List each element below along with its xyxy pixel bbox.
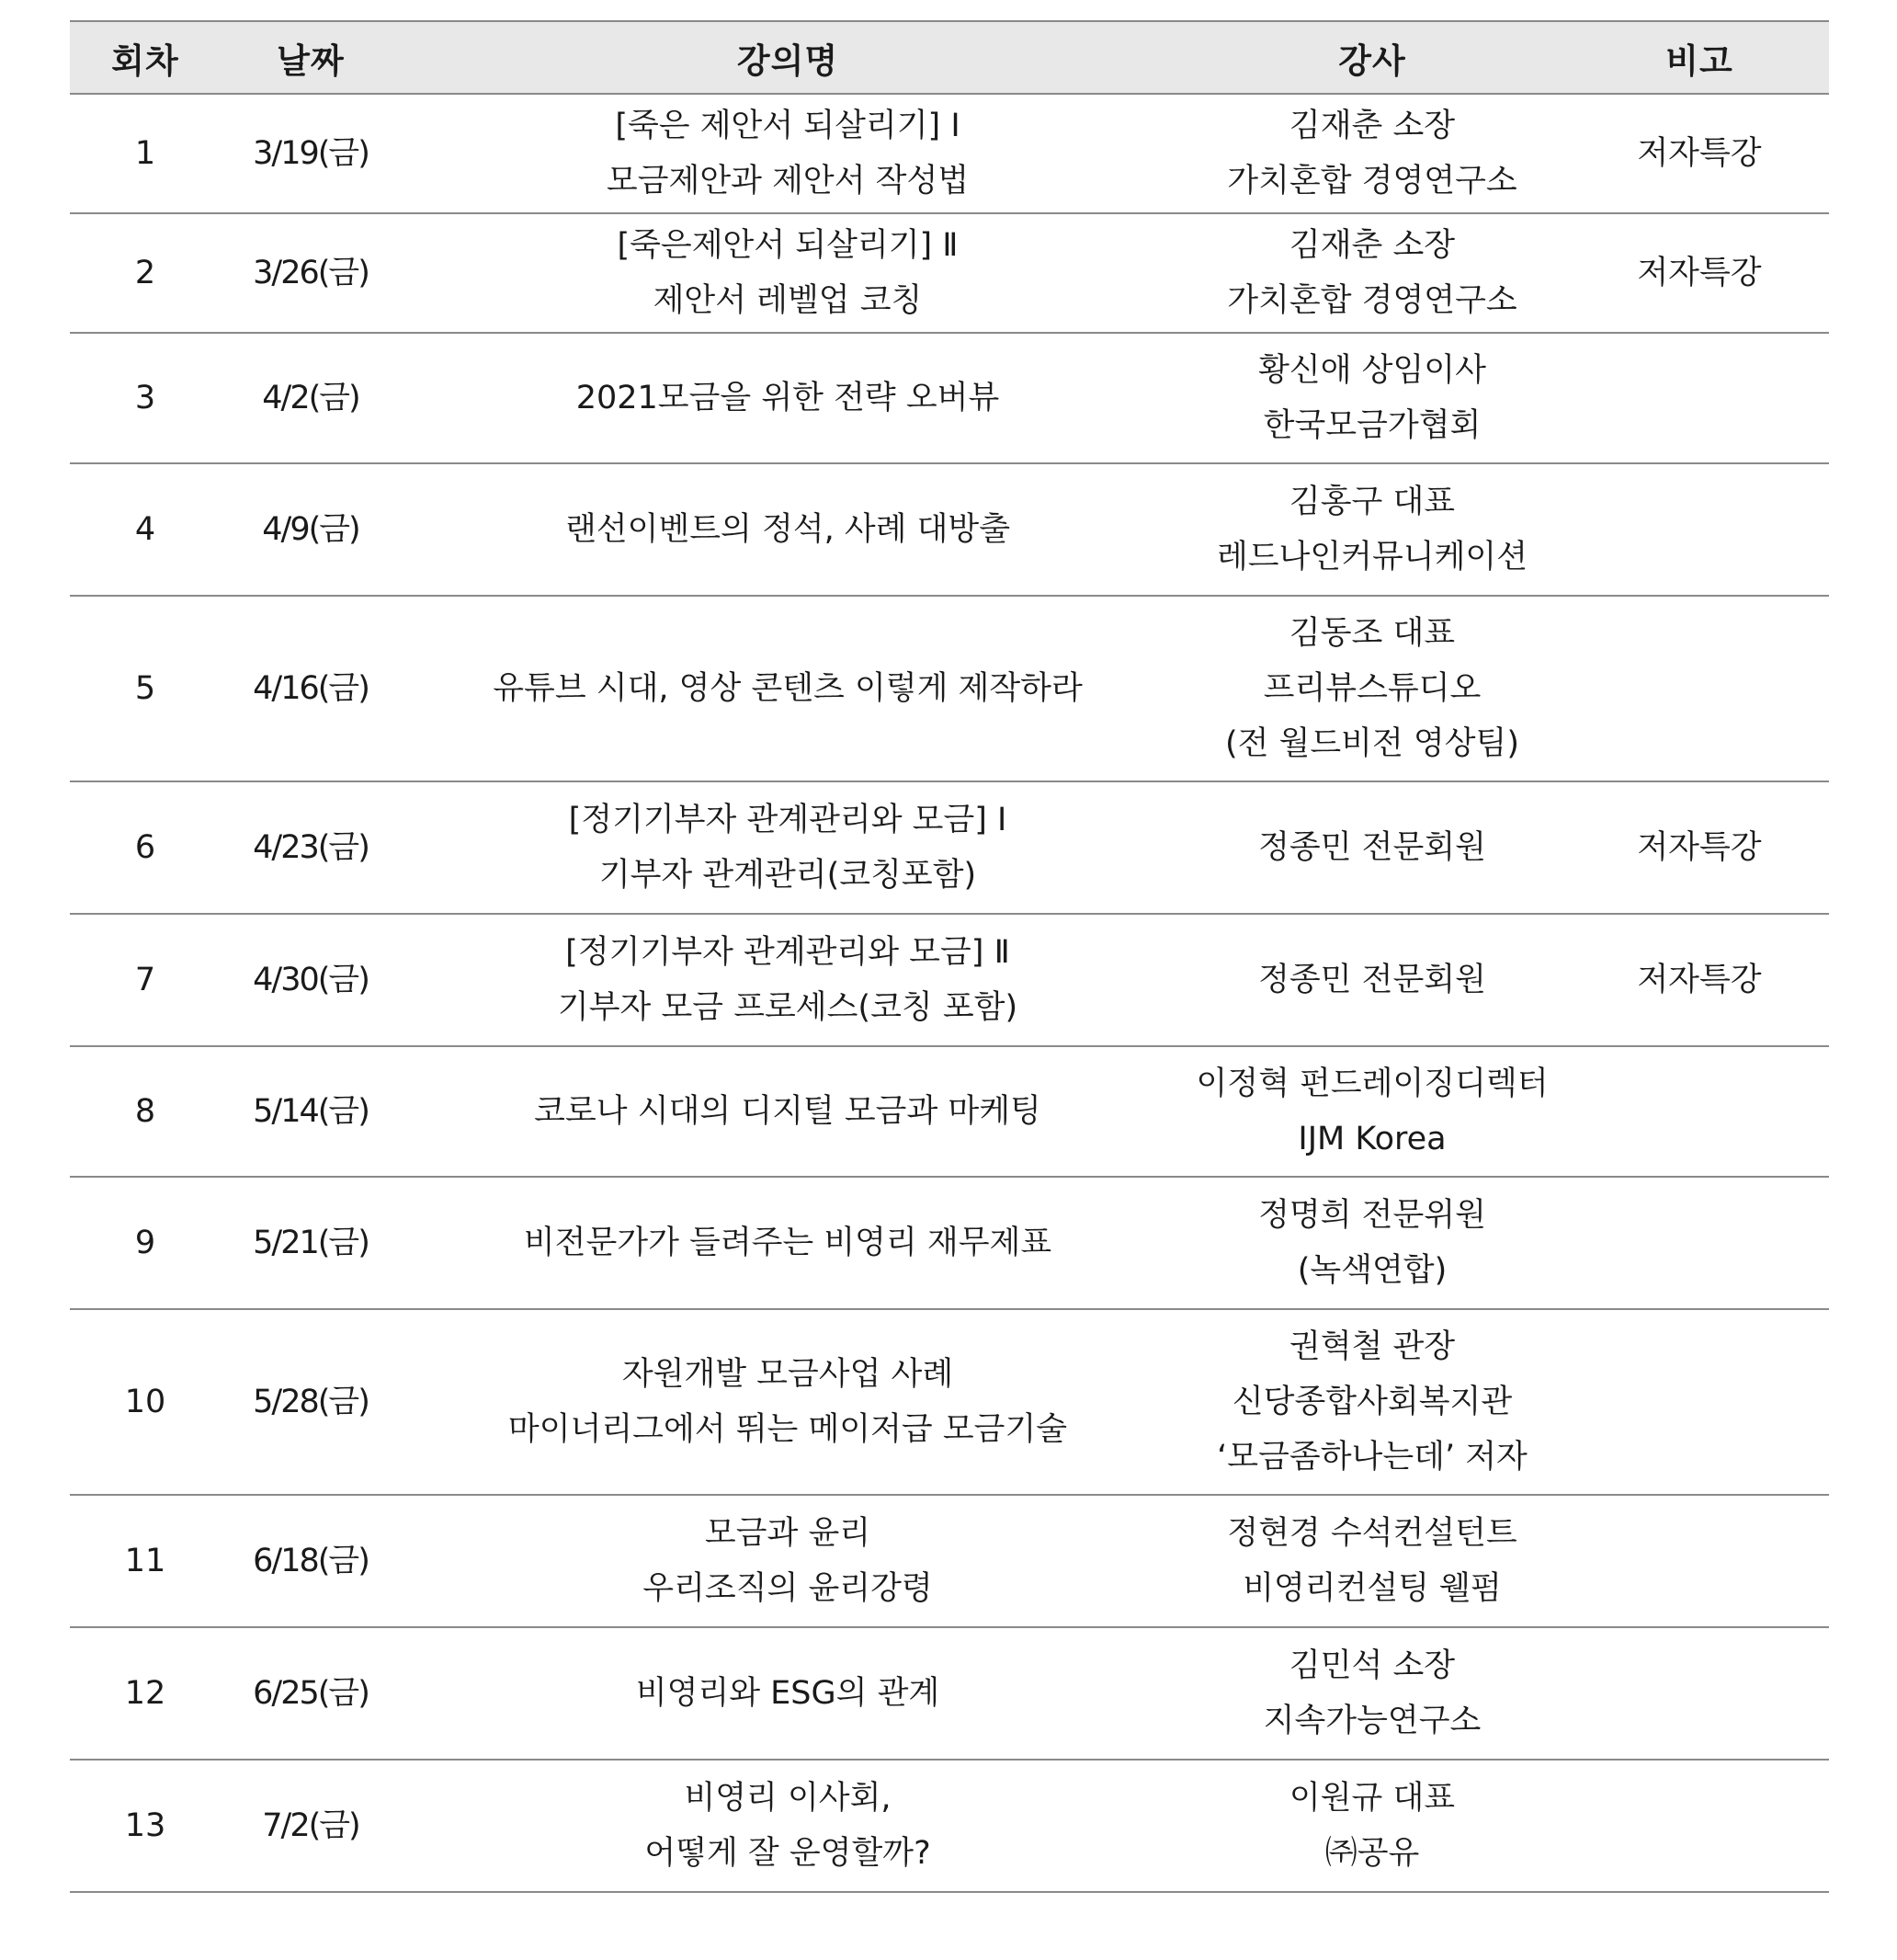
date-cell: 4/16(금)	[221, 596, 401, 781]
date-cell: 4/9(금)	[221, 463, 401, 596]
lecturer-line: 비영리컨설팅 웰펌	[1243, 1570, 1502, 1607]
lecturer-line: 가치혼합 경영연구소	[1227, 163, 1517, 199]
date-cell: 3/19(금)	[221, 94, 401, 213]
session-number-cell: 9	[70, 1177, 221, 1309]
session-number-cell: 4	[70, 463, 221, 596]
table-row	[70, 1495, 1829, 1627]
note-cell	[1570, 1760, 1829, 1892]
session-number-cell: 13	[70, 1760, 221, 1892]
lecture-title-cell	[401, 213, 1175, 333]
lecturer-line: ‘모금좀하나는데’ 저자	[1217, 1439, 1528, 1476]
lecturer-line: 프리뷰스튜디오	[1263, 670, 1482, 707]
session-number-cell: 12	[70, 1627, 221, 1760]
lecturer-cell	[1175, 463, 1570, 596]
lecture-title-line: 기부자 모금 프로세스(코칭 포함)	[557, 989, 1018, 1026]
lecture-title-line: 비영리 이사회,	[684, 1780, 892, 1817]
lecture-title-line: 마이너리그에서 뛰는 메이저급 모금기술	[507, 1411, 1068, 1448]
date-cell: 5/21(금)	[221, 1177, 401, 1309]
note-cell	[1570, 1046, 1829, 1177]
session-number-cell: 8	[70, 1046, 221, 1177]
lecturer-cell	[1175, 94, 1570, 213]
date-cell: 4/2(금)	[221, 333, 401, 463]
header-row	[70, 21, 1829, 94]
note-cell: 저자특강	[1570, 94, 1829, 213]
table-row	[70, 463, 1829, 596]
lecturer-line: IJM Korea	[1298, 1121, 1447, 1157]
table-header	[70, 21, 1829, 94]
lecture-title-cell	[401, 1046, 1175, 1177]
lecturer-line: 이원규 대표	[1289, 1780, 1456, 1817]
lecture-title-line: [죽은제안서 되살리기] Ⅱ	[617, 227, 959, 264]
lecturer-line: 레드나인커뮤니케이션	[1216, 539, 1528, 575]
header-note: 비고	[1570, 21, 1829, 94]
table-row	[70, 333, 1829, 463]
lecturer-line: 김동조 대표	[1289, 615, 1456, 652]
lecture-title-line: 제안서 레벨업 코칭	[653, 282, 923, 319]
header-lecturer: 강사	[1175, 21, 1570, 94]
lecturer-line: 황신애 상임이사	[1258, 352, 1486, 389]
lecturer-line: 김홍구 대표	[1289, 484, 1456, 520]
session-number-cell: 10	[70, 1309, 221, 1495]
table-row	[70, 1309, 1829, 1495]
lecturer-cell	[1175, 213, 1570, 333]
date-cell: 6/25(금)	[221, 1627, 401, 1760]
header-date: 날짜	[221, 21, 401, 94]
lecturer-line: ㈜공유	[1324, 1835, 1420, 1872]
table-row	[70, 1760, 1829, 1892]
lecturer-line: 정종민 전문회원	[1258, 962, 1486, 998]
lecturer-line: 권혁철 관장	[1289, 1328, 1456, 1365]
lecture-title-line: 2021모금을 위한 전략 오버뷰	[575, 380, 1000, 416]
date-cell: 6/18(금)	[221, 1495, 401, 1627]
lecturer-line: 정종민 전문회원	[1258, 829, 1486, 866]
table-row	[70, 914, 1829, 1046]
lecturer-cell	[1175, 1309, 1570, 1495]
lecturer-cell	[1175, 1495, 1570, 1627]
note-cell: 저자특강	[1570, 914, 1829, 1046]
session-number-cell: 5	[70, 596, 221, 781]
note-cell	[1570, 1627, 1829, 1760]
lecture-title-cell	[401, 1309, 1175, 1495]
table-row	[70, 781, 1829, 914]
lecture-title-line: [정기기부자 관계관리와 모금] Ⅱ	[565, 934, 1010, 971]
lecturer-line: 한국모금가협회	[1263, 407, 1482, 444]
lecture-title-line: 자원개발 모금사업 사례	[621, 1356, 954, 1393]
header-session: 회차	[70, 21, 221, 94]
lecture-title-cell	[401, 1177, 1175, 1309]
lecture-title-line: 기부자 관계관리(코칭포함)	[598, 857, 977, 894]
session-number-cell: 2	[70, 213, 221, 333]
lecturer-line: 김재춘 소장	[1289, 108, 1456, 144]
date-cell: 5/14(금)	[221, 1046, 401, 1177]
lecture-title-line: 모금과 윤리	[704, 1515, 871, 1552]
date-cell: 3/26(금)	[221, 213, 401, 333]
table-row	[70, 1046, 1829, 1177]
date-cell: 4/23(금)	[221, 781, 401, 914]
lecture-title-line: 어떻게 잘 운영할까?	[644, 1835, 931, 1872]
table-row	[70, 94, 1829, 213]
note-cell	[1570, 333, 1829, 463]
date-cell: 4/30(금)	[221, 914, 401, 1046]
note-cell	[1570, 596, 1829, 781]
session-number-cell: 3	[70, 333, 221, 463]
note-cell: 저자특강	[1570, 781, 1829, 914]
lecture-title-cell	[401, 94, 1175, 213]
table-row	[70, 1627, 1829, 1760]
table-body	[70, 94, 1829, 1892]
lecture-title-cell	[401, 596, 1175, 781]
lecturer-cell	[1175, 596, 1570, 781]
lecturer-line: 이정혁 펀드레이징디렉터	[1196, 1065, 1549, 1102]
lecturer-line: 정현경 수석컨설턴트	[1227, 1515, 1517, 1552]
note-cell	[1570, 1309, 1829, 1495]
session-number-cell: 1	[70, 94, 221, 213]
lecturer-line: (녹색연합)	[1297, 1252, 1448, 1289]
note-cell	[1570, 1495, 1829, 1627]
table-row	[70, 596, 1829, 781]
note-cell: 저자특강	[1570, 213, 1829, 333]
lecturer-cell	[1175, 1760, 1570, 1892]
lecture-title-cell	[401, 1495, 1175, 1627]
lecture-title-cell	[401, 1760, 1175, 1892]
lecturer-line: 김재춘 소장	[1289, 227, 1456, 264]
lecture-title-cell	[401, 914, 1175, 1046]
lecture-title-line: 모금제안과 제안서 작성법	[606, 163, 970, 199]
session-number-cell: 11	[70, 1495, 221, 1627]
lecture-title-line: 비영리와 ESG의 관계	[635, 1675, 940, 1712]
lecture-title-line: [죽은 제안서 되살리기] Ⅰ	[615, 108, 960, 144]
session-number-cell: 6	[70, 781, 221, 914]
lecturer-line: (전 월드비전 영상팀)	[1224, 725, 1520, 762]
lecturer-line: 김민석 소장	[1289, 1647, 1456, 1684]
lecturer-cell	[1175, 781, 1570, 914]
lecture-title-line: [정기기부자 관계관리와 모금] Ⅰ	[568, 802, 1007, 838]
table-row	[70, 1177, 1829, 1309]
lecturer-cell	[1175, 1046, 1570, 1177]
lecture-title-cell	[401, 333, 1175, 463]
lecture-title-line: 랜선이벤트의 정석, 사례 대방출	[564, 511, 1011, 548]
lecture-title-line: 유튜브 시대, 영상 콘텐츠 이렇게 제작하라	[493, 670, 1083, 707]
lecturer-line: 지속가능연구소	[1263, 1703, 1482, 1739]
lecture-title-cell	[401, 1627, 1175, 1760]
header-lecture-title: 강의명	[401, 21, 1175, 94]
date-cell: 5/28(금)	[221, 1309, 401, 1495]
lecturer-line: 신당종합사회복지관	[1232, 1384, 1513, 1420]
lecture-schedule-table	[70, 20, 1829, 1893]
note-cell	[1570, 1177, 1829, 1309]
lecture-title-line: 비전문가가 들려주는 비영리 재무제표	[523, 1225, 1052, 1261]
lecturer-cell	[1175, 914, 1570, 1046]
table-row	[70, 213, 1829, 333]
lecture-title-line: 우리조직의 윤리강령	[642, 1570, 933, 1607]
session-number-cell: 7	[70, 914, 221, 1046]
lecturer-line: 정명희 전문위원	[1258, 1197, 1486, 1234]
lecturer-cell	[1175, 333, 1570, 463]
note-cell	[1570, 463, 1829, 596]
lecture-title-cell	[401, 463, 1175, 596]
lecturer-line: 가치혼합 경영연구소	[1227, 282, 1517, 319]
date-cell: 7/2(금)	[221, 1760, 401, 1892]
lecturer-cell	[1175, 1177, 1570, 1309]
lecture-title-cell	[401, 781, 1175, 914]
lecturer-cell	[1175, 1627, 1570, 1760]
lecture-title-line: 코로나 시대의 디지털 모금과 마케팅	[534, 1093, 1041, 1130]
